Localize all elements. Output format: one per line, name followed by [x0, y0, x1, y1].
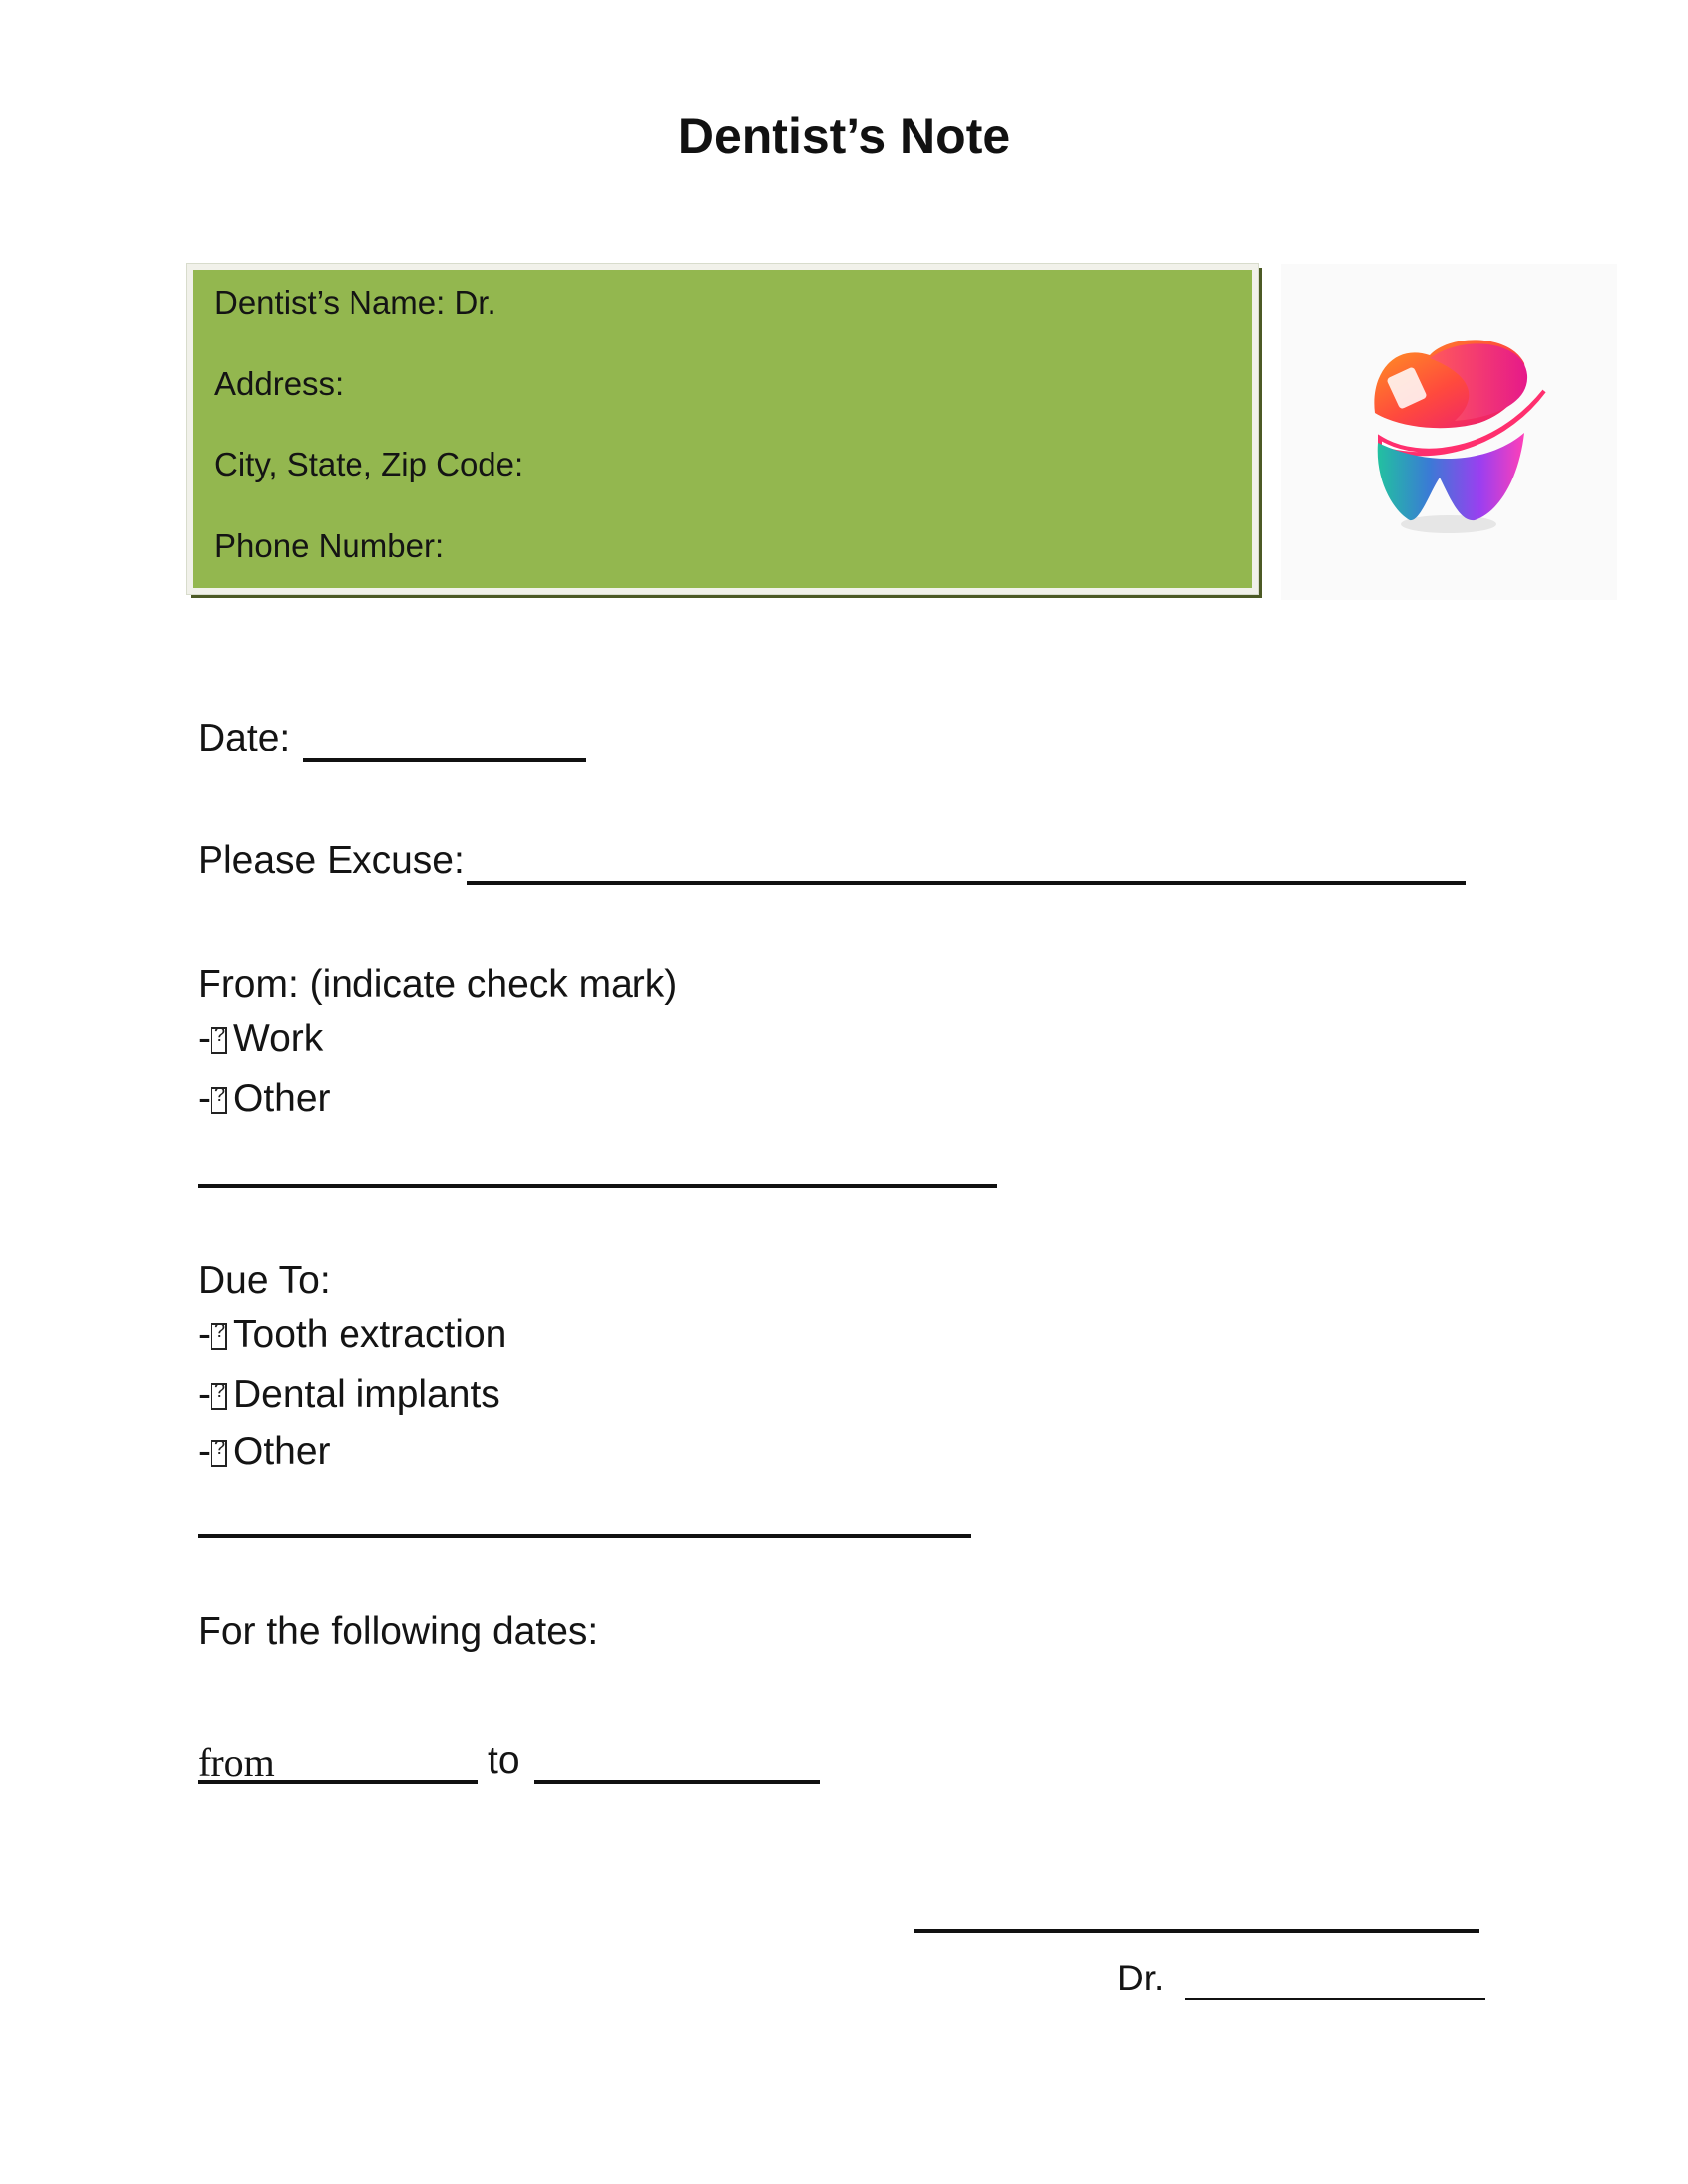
- city-state-zip-label: City, State, Zip Code:: [214, 446, 524, 482]
- due-option-other[interactable]: -? Other: [198, 1431, 331, 1474]
- please-excuse-label: Please Excuse:: [198, 839, 465, 882]
- date-label: Date:: [198, 717, 291, 759]
- to-word: to: [488, 1739, 520, 1782]
- following-dates-label: For the following dates:: [198, 1610, 599, 1653]
- signature-name-field[interactable]: [1185, 1998, 1485, 2000]
- address-label: Address:: [214, 365, 345, 402]
- due-option-dental-implants[interactable]: -? Dental implants: [198, 1373, 500, 1417]
- signature-line[interactable]: [914, 1929, 1479, 1933]
- from-date-field[interactable]: [198, 1780, 478, 1784]
- checkbox-icon[interactable]: [211, 1027, 227, 1054]
- signature-dr-label: Dr.: [1117, 1958, 1165, 1998]
- checkbox-icon[interactable]: [211, 1383, 227, 1410]
- checkbox-icon[interactable]: [211, 1087, 227, 1114]
- checkbox-icon[interactable]: [211, 1440, 227, 1467]
- from-word: from: [198, 1740, 275, 1785]
- from-label: From: (indicate check mark): [198, 963, 678, 1006]
- dentist-info-box: [187, 264, 1258, 594]
- due-other-field[interactable]: [198, 1534, 971, 1538]
- date-field[interactable]: [303, 758, 586, 762]
- due-to-label: Due To:: [198, 1259, 331, 1301]
- please-excuse-field[interactable]: [467, 881, 1466, 885]
- from-option-other[interactable]: -? Other: [198, 1077, 331, 1121]
- checkbox-icon[interactable]: [211, 1323, 227, 1350]
- from-other-field[interactable]: [198, 1184, 997, 1188]
- page-title: Dentist’s Note: [677, 108, 1011, 164]
- tooth-logo: [1281, 264, 1617, 600]
- dentist-name-label: Dentist’s Name: Dr.: [214, 284, 496, 321]
- to-date-field[interactable]: [534, 1780, 820, 1784]
- from-option-work[interactable]: -? Work: [198, 1018, 323, 1061]
- tooth-toothbrush-icon: [1281, 264, 1617, 600]
- due-option-tooth-extraction[interactable]: -? Tooth extraction: [198, 1313, 506, 1357]
- phone-number-label: Phone Number:: [214, 527, 445, 564]
